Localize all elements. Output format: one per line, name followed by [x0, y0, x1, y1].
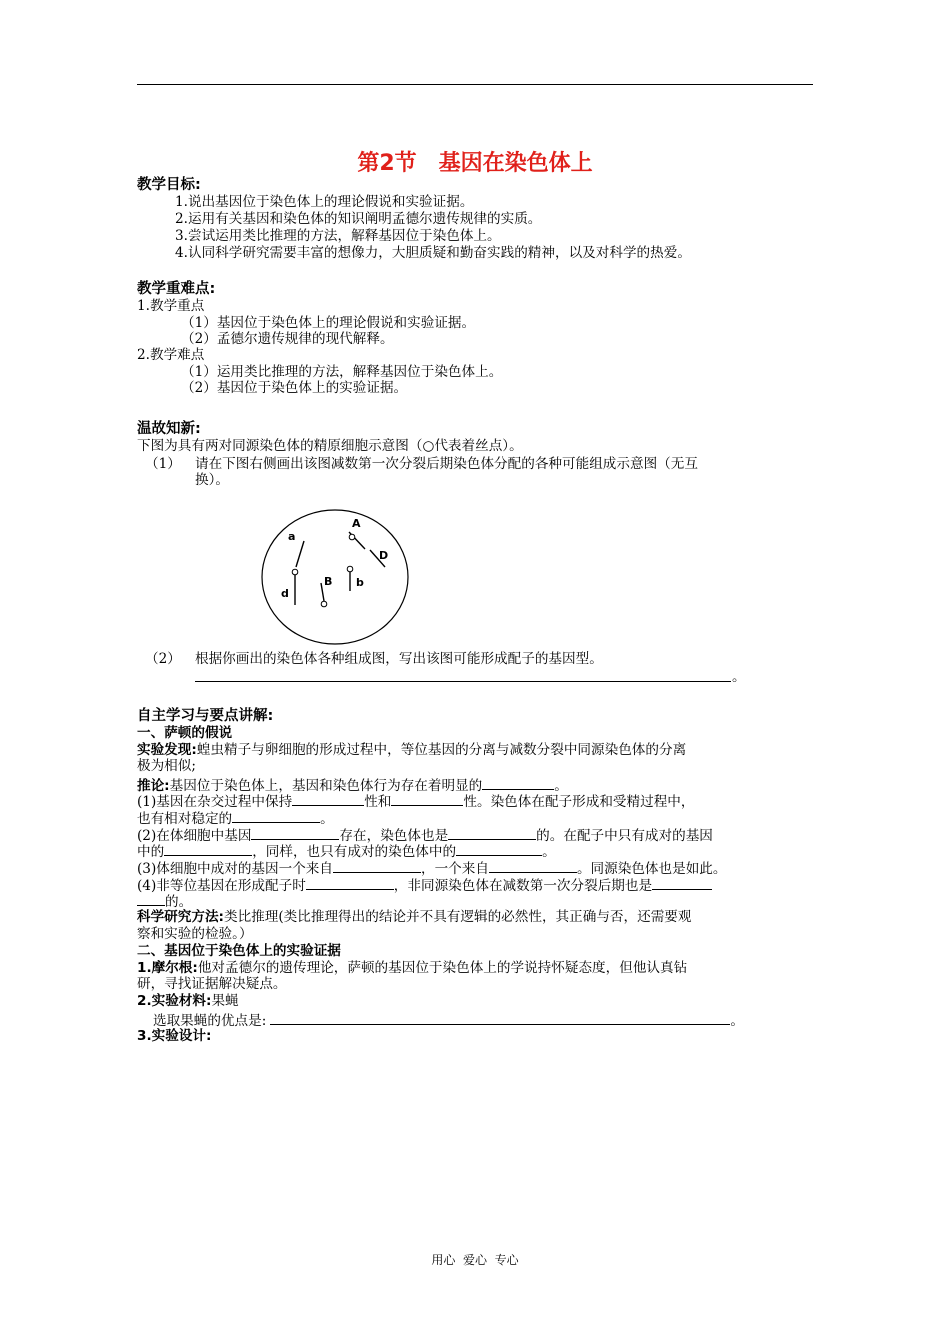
fill-blank[interactable]	[232, 809, 320, 823]
morgan-text: 他对孟德尔的遗传理论，萨顿的基因位于染色体上的学说持怀疑态度，但他认真钻	[197, 960, 688, 976]
morgan-paragraph	[137, 960, 687, 976]
focus-item: （1）基因位于染色体上的理论假说和实验证据。	[181, 315, 476, 331]
method-text: 类比推理(类比推理得出的结论并不具有逻辑的必然性，其正确与否，还需要观	[224, 909, 692, 925]
fill-blank[interactable]	[251, 826, 339, 840]
page-title: 第2节 基因在染色体上	[357, 151, 593, 176]
question-number: （2）	[145, 651, 181, 667]
point-text: 的。在配子中只有成对的基因	[536, 828, 713, 844]
fill-blank[interactable]	[448, 826, 536, 840]
punctuation: 。	[730, 1013, 744, 1029]
point-text: 性。染色体在配子形成和受精过程中，	[463, 794, 695, 810]
point-text: (1)基因在杂交过程中保持	[137, 794, 293, 810]
page-footer: 用心 爱心 专心	[431, 1253, 519, 1267]
design-label: 3.实验设计:	[137, 1028, 212, 1044]
question-number: （1）	[145, 456, 181, 472]
method-paragraph	[137, 909, 692, 925]
advantage-line	[153, 1011, 744, 1029]
gene-label-a: a	[288, 530, 296, 543]
gene-label-b: b	[356, 576, 364, 589]
question-text: 换）。	[195, 472, 229, 488]
point-2-cont	[137, 842, 556, 860]
inference-text: 基因位于染色体上，基因和染色体行为存在着明显的	[169, 778, 483, 794]
fill-blank[interactable]	[456, 842, 542, 856]
fill-blank[interactable]	[137, 892, 165, 906]
fill-blank[interactable]	[333, 859, 421, 873]
point-text: 中的	[137, 844, 165, 860]
chromosome-cell-diagram	[255, 505, 415, 650]
punctuation: 。	[554, 778, 568, 794]
question-text: 根据你画出的染色体各种组成图，写出该图可能形成配子的基因型。	[195, 651, 603, 667]
centromere-icon	[292, 569, 298, 575]
morgan-label: 1.摩尔根:	[137, 960, 198, 976]
point-1	[137, 792, 694, 810]
gene-label-A: A	[352, 517, 361, 530]
point-text: (4)非等位基因在形成配子时	[137, 878, 306, 894]
section-heading: 一、萨顿的假说	[137, 725, 233, 741]
discovery-label: 实验发现:	[137, 742, 197, 758]
fill-blank[interactable]	[164, 842, 252, 856]
gene-label-D: D	[379, 549, 389, 562]
point-text: 的。	[165, 894, 193, 910]
fill-blank[interactable]	[652, 876, 712, 890]
study-heading: 自主学习与要点讲解:	[137, 708, 274, 724]
punctuation: 。	[542, 844, 556, 860]
point-text: 也有相对稳定的	[137, 811, 233, 827]
cell-outline	[262, 510, 408, 644]
point-text: 存在，染色体也是	[339, 828, 449, 844]
point-text: 。同源染色体也是如此。	[576, 861, 727, 877]
advantage-text: 选取果蝇的优点是:	[153, 1013, 267, 1029]
gene-label-B: B	[324, 575, 333, 588]
method-label: 科学研究方法:	[137, 909, 224, 925]
header-rule	[137, 84, 813, 85]
point-text: ，非同源染色体在减数第一次分裂后期也是	[393, 878, 653, 894]
question-text: 请在下图右侧画出该图减数第一次分裂后期染色体分配的各种可能组成示意图（无互	[195, 456, 698, 472]
method-text-cont: 察和实验的检验。）	[137, 926, 253, 942]
point-1-cont	[137, 809, 334, 827]
section-heading: 二、基因位于染色体上的实验证据	[137, 943, 341, 959]
fill-blank[interactable]	[306, 876, 394, 890]
fill-blank[interactable]	[270, 1011, 730, 1025]
focus-label: 1.教学重点	[137, 298, 205, 314]
punctuation: 。	[732, 669, 746, 685]
point-text: ，一个来自	[420, 861, 489, 877]
material-paragraph	[137, 993, 239, 1009]
difficulty-item: （1）运用类比推理的方法，解释基因位于染色体上。	[181, 364, 503, 380]
fill-blank[interactable]	[482, 776, 554, 790]
point-4-cont	[137, 892, 192, 910]
discovery-text-cont: 极为相似;	[137, 758, 196, 774]
discovery-text: 蝗虫精子与卵细胞的形成过程中，等位基因的分离与减数分裂中同源染色体的分离	[196, 742, 687, 758]
fill-blank[interactable]	[391, 792, 463, 806]
goal-item: 4.认同科学研究需要丰富的想像力，大胆质疑和勤奋实践的精神，以及对科学的热爱。	[175, 245, 691, 261]
gene-label-d: d	[281, 587, 289, 600]
morgan-text-cont: 研，寻找证据解决疑点。	[137, 976, 287, 992]
point-3	[137, 859, 726, 877]
centromere-icon	[349, 534, 355, 540]
material-label: 2.实验材料:	[137, 993, 212, 1009]
goal-item: 3.尝试运用类比推理的方法，解释基因位于染色体上。	[175, 228, 501, 244]
goal-item: 1.说出基因位于染色体上的理论假说和实验证据。	[175, 194, 474, 210]
difficulty-label: 2.教学难点	[137, 347, 205, 363]
material-text: 果蝇	[211, 993, 239, 1009]
point-4	[137, 876, 712, 894]
goal-item: 2.运用有关基因和染色体的知识阐明孟德尔遗传规律的实质。	[175, 211, 542, 227]
answer-blank[interactable]	[195, 681, 731, 682]
discovery-paragraph	[137, 742, 686, 758]
fill-blank[interactable]	[489, 859, 577, 873]
punctuation: 。	[320, 811, 334, 827]
review-intro: 下图为具有两对同源染色体的精原细胞示意图（○代表着丝点）。	[137, 438, 523, 454]
review-heading: 温故知新:	[137, 421, 201, 437]
centromere-icon	[347, 566, 353, 572]
centromere-icon	[321, 601, 327, 607]
keypoints-heading: 教学重难点:	[137, 281, 216, 297]
point-text: ，同样，也只有成对的染色体中的	[252, 844, 457, 860]
point-text: (2)在体细胞中基因	[137, 828, 252, 844]
inference-label: 推论:	[137, 778, 170, 794]
chromosome-a	[296, 541, 304, 567]
goals-heading: 教学目标:	[137, 177, 201, 193]
fill-blank[interactable]	[292, 792, 364, 806]
point-text: 性和	[364, 794, 392, 810]
difficulty-item: （2）基因位于染色体上的实验证据。	[181, 380, 408, 396]
focus-item: （2）孟德尔遗传规律的现代解释。	[181, 331, 394, 347]
point-text: (3)体细胞中成对的基因一个来自	[137, 861, 333, 877]
